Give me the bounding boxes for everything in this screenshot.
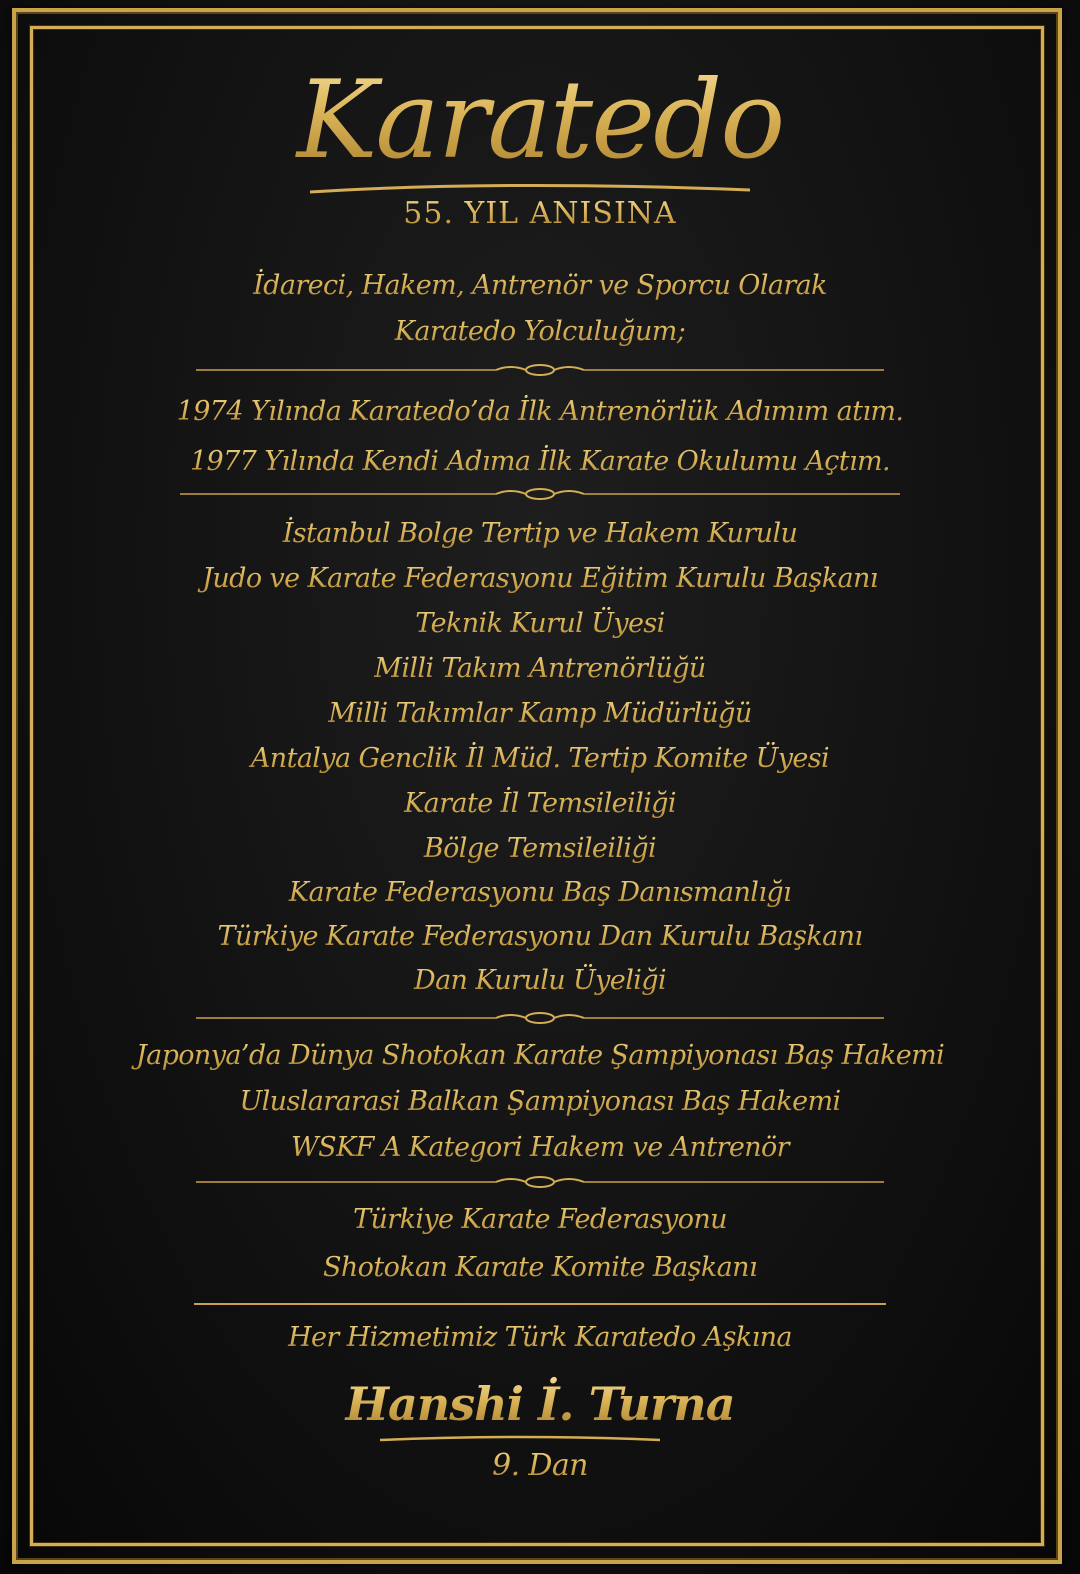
role-line: Antalya Genclik İl Müd. Tertip Komite Üyesi: [0, 737, 1080, 781]
dan-rank: 9. Dan: [0, 1444, 1080, 1488]
ornamental-divider: [196, 1174, 884, 1190]
referee-line: Uluslararasi Balkan Şampiyonası Baş Hakemi: [0, 1080, 1080, 1124]
ornamental-divider: [196, 362, 884, 378]
milestone-line: 1974 Yılında Karatedo’da İlk Antrenörlük Adımım atım.: [0, 390, 1080, 434]
plaque-title: Karatedo: [0, 56, 1080, 186]
role-line: Karate Federasyonu Baş Danısmanlığı: [0, 871, 1080, 915]
plaque-subtitle: 55. YIL ANISINA: [0, 194, 1080, 234]
plain-divider: [194, 1296, 886, 1312]
intro-line: İdareci, Hakem, Antrenör ve Sporcu Olarak: [0, 264, 1080, 308]
role-line: Milli Takım Antrenörlüğü: [0, 647, 1080, 691]
role-line: Türkiye Karate Federasyonu Dan Kurulu Başkanı: [0, 915, 1080, 959]
role-line: Bölge Temsileiliği: [0, 827, 1080, 871]
role-line: Karate İl Temsileiliği: [0, 782, 1080, 826]
motto: Her Hizmetimiz Türk Karatedo Aşkına: [0, 1316, 1080, 1360]
intro-line: Karatedo Yolculuğum;: [0, 310, 1080, 354]
role-line: Teknik Kurul Üyesi: [0, 602, 1080, 646]
referee-line: WSKF A Kategori Hakem ve Antrenör: [0, 1126, 1080, 1170]
ornamental-divider: [196, 1010, 884, 1026]
federation-line: Shotokan Karate Komite Başkanı: [0, 1246, 1080, 1290]
federation-line: Türkiye Karate Federasyonu: [0, 1198, 1080, 1242]
role-line: İstanbul Bolge Tertip ve Hakem Kurulu: [0, 512, 1080, 556]
role-line: Milli Takımlar Kamp Müdürlüğü: [0, 692, 1080, 736]
role-line: Judo ve Karate Federasyonu Eğitim Kurulu Başkanı: [0, 557, 1080, 601]
role-line: Dan Kurulu Üyeliği: [0, 959, 1080, 1003]
referee-line: Japonya’da Dünya Shotokan Karate Şampiyonası Baş Hakemi: [0, 1034, 1080, 1078]
ornamental-divider: [180, 486, 900, 502]
signature: Hanshi İ. Turna: [0, 1374, 1080, 1434]
milestone-line: 1977 Yılında Kendi Adıma İlk Karate Okulumu Açtım.: [0, 440, 1080, 484]
